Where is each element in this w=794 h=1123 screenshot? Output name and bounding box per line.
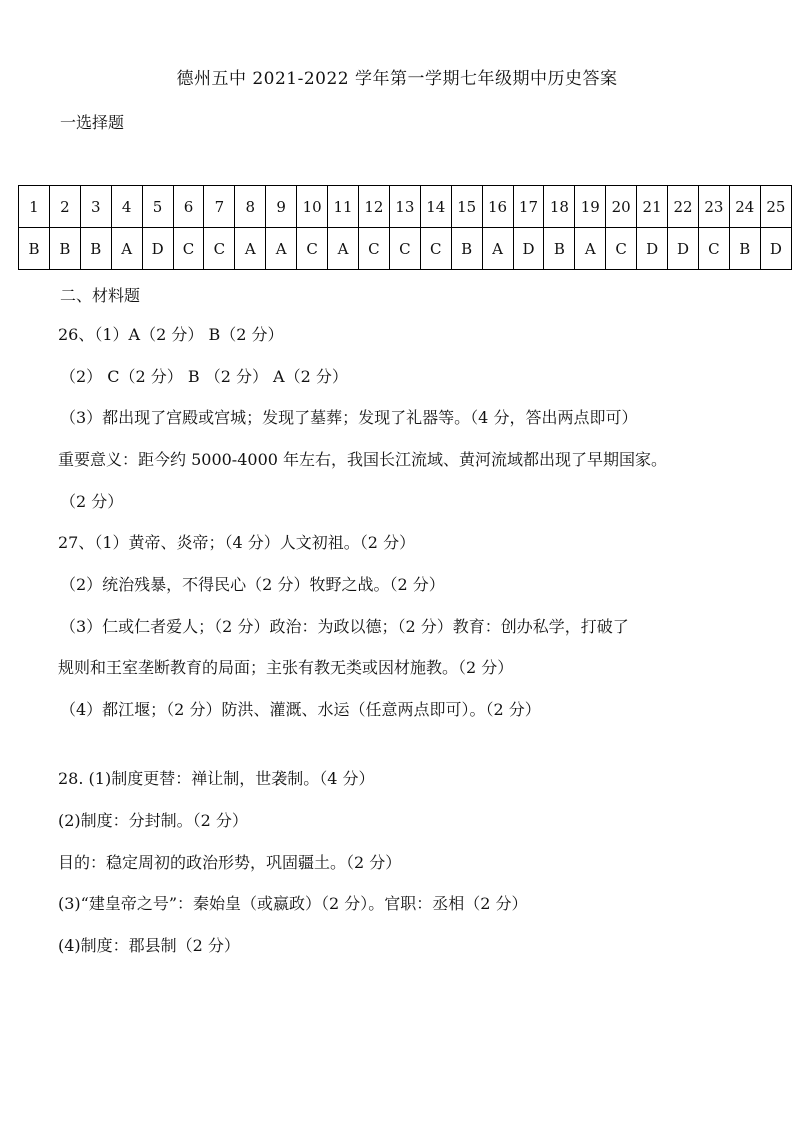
question-number-cell: 2 (49, 186, 80, 228)
question-number-cell: 19 (575, 186, 606, 228)
answer-line: （3）仁或仁者爱人；（2 分）政治：为政以德；（2 分）教育：创办私学，打破了 (60, 617, 629, 636)
page-title: 德州五中 2021-2022 学年第一学期七年级期中历史答案 (176, 69, 618, 89)
answer-line: (2)制度：分封制。（2 分） (58, 811, 248, 830)
answer-cell: B (544, 228, 575, 270)
answer-line: （3）都出现了宫殿或宫城；发现了墓葬；发现了礼器等。（4 分，答出两点即可） (60, 408, 638, 427)
question-number-cell: 17 (513, 186, 544, 228)
answer-line: 27、（1）黄帝、炎帝；（4 分）人文初祖。（2 分） (58, 533, 416, 552)
answer-cell: C (358, 228, 389, 270)
answer-cell: D (637, 228, 668, 270)
question-number-cell: 25 (760, 186, 791, 228)
question-number-cell: 5 (142, 186, 173, 228)
section-heading-material: 二、材料题 (60, 286, 141, 305)
answer-cell: A (328, 228, 359, 270)
answer-cell: D (760, 228, 791, 270)
answer-row (19, 228, 792, 270)
answer-line: 规则和王室垄断教育的局面；主张有教无类或因材施教。（2 分） (58, 658, 514, 677)
question-number-cell: 14 (420, 186, 451, 228)
answer-line: 重要意义：距今约 5000-4000 年左右，我国长江流域、黄河流域都出现了早期国家。 (58, 450, 668, 469)
answer-cell: B (729, 228, 760, 270)
answer-line: (3)“建皇帝之号”：秦始皇（或嬴政）（2 分）。官职：丞相（2 分） (58, 894, 528, 913)
answer-line: （2） C（2 分） B （2 分） A（2 分） (60, 367, 348, 386)
answer-cell: D (142, 228, 173, 270)
answer-line: 26、（1）A（2 分） B（2 分） (58, 325, 284, 344)
question-number-cell: 15 (451, 186, 482, 228)
question-number-cell: 10 (297, 186, 328, 228)
answer-cell: D (668, 228, 699, 270)
question-number-cell: 22 (668, 186, 699, 228)
answer-cell: A (111, 228, 142, 270)
answer-cell: C (606, 228, 637, 270)
answer-line: （2 分） (60, 492, 124, 511)
answer-cell: B (49, 228, 80, 270)
answer-cell: A (235, 228, 266, 270)
answer-cell: B (19, 228, 50, 270)
answer-cell: A (575, 228, 606, 270)
question-number-cell: 6 (173, 186, 204, 228)
answer-cell: C (173, 228, 204, 270)
answer-cell: C (297, 228, 328, 270)
answer-cell: A (482, 228, 513, 270)
question-number-cell: 8 (235, 186, 266, 228)
section-heading-choice: 一选择题 (60, 113, 125, 132)
answer-cell: C (204, 228, 235, 270)
answer-cell: B (451, 228, 482, 270)
question-number-cell: 3 (80, 186, 111, 228)
answer-table (18, 185, 792, 270)
answer-cell: C (420, 228, 451, 270)
question-number-row (19, 186, 792, 228)
answer-cell: A (266, 228, 297, 270)
answer-line: 目的：稳定周初的政治形势，巩固疆土。（2 分） (58, 853, 402, 872)
question-number-cell: 16 (482, 186, 513, 228)
question-number-cell: 20 (606, 186, 637, 228)
answer-cell: C (698, 228, 729, 270)
question-number-cell: 13 (389, 186, 420, 228)
question-number-cell: 12 (358, 186, 389, 228)
answer-cell: B (80, 228, 111, 270)
answer-line: （2）统治残暴，不得民心（2 分）牧野之战。（2 分） (60, 575, 445, 594)
answer-line: （4）都江堰；（2 分）防洪、灌溉、水运（任意两点即可）。（2 分） (60, 700, 541, 719)
question-number-cell: 21 (637, 186, 668, 228)
question-number-cell: 24 (729, 186, 760, 228)
answer-line: (4)制度：郡县制（2 分） (58, 936, 240, 955)
question-number-cell: 23 (698, 186, 729, 228)
answer-line: 28. (1)制度更替：禅让制，世袭制。（4 分） (58, 769, 375, 788)
question-number-cell: 1 (19, 186, 50, 228)
question-number-cell: 4 (111, 186, 142, 228)
question-number-cell: 9 (266, 186, 297, 228)
question-number-cell: 18 (544, 186, 575, 228)
question-number-cell: 7 (204, 186, 235, 228)
answer-cell: D (513, 228, 544, 270)
answer-cell: C (389, 228, 420, 270)
question-number-cell: 11 (328, 186, 359, 228)
